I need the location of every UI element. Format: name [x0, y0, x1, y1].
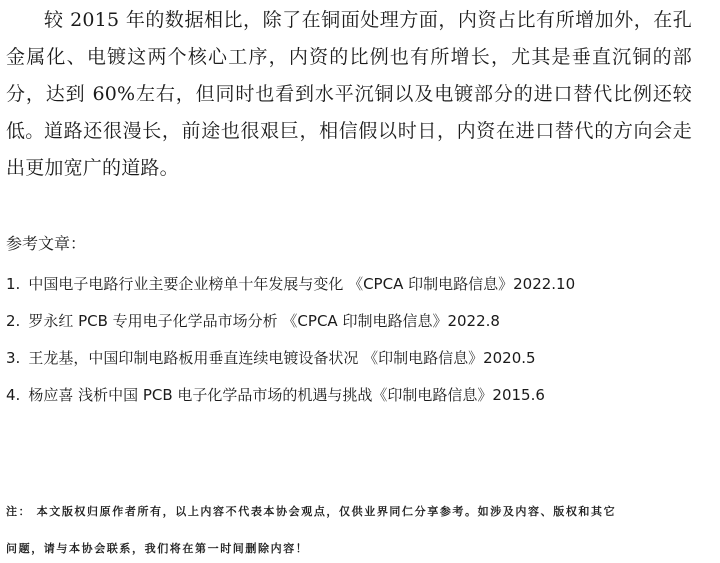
reference-number: 1.: [6, 275, 21, 293]
references-heading: 参考文章：: [6, 234, 87, 253]
reference-number: 3.: [6, 349, 21, 367]
reference-text: 杨应喜 浅析中国 PCB 电子化学品市场的机遇与挑战《印制电路信息》2015.6: [28, 386, 545, 404]
reference-text: 王龙基，中国印制电路板用垂直连续电镀设备状况 《印制电路信息》2020.5: [28, 349, 536, 367]
body-paragraph-1: 较 2015 年的数据相比，除了在铜面处理方面，内资占比有所增加外，在孔金属化、电镀这两个核心工序，内资的比例也有所增长，尤其是垂直沉铜的部分，达到 60%左右，但同时也看到水平沉铜以及电镀部分的进口替代比例还较低。: [6, 9, 692, 142]
reference-list: [6, 272, 575, 420]
reference-item: [6, 346, 575, 383]
disclaimer-line-1: 注： 本文版权归原作者所有，以上内容不代表本协会观点，仅供业界同仁分享参考。如涉及内容、版权和其它: [6, 505, 617, 518]
reference-item: [6, 383, 575, 420]
reference-number: 2.: [6, 312, 21, 330]
reference-text: 罗永红 PCB 专用电子化学品市场分析 《CPCA 印制电路信息》2022.8: [28, 312, 500, 330]
reference-item: [6, 272, 575, 309]
disclaimer-line-2: 问题，请与本协会联系，我们将在第一时间删除内容！: [6, 542, 309, 555]
reference-item: [6, 309, 575, 346]
reference-number: 4.: [6, 386, 21, 404]
body-paragraph-2: 道路还很漫长，前途也很艰巨，相信假以时日，内资在进口替代的方向会走出更加宽广的道路。: [6, 120, 692, 179]
reference-text: 中国电子电路行业主要企业榜单十年发展与变化 《CPCA 印制电路信息》2022.10: [28, 275, 576, 293]
